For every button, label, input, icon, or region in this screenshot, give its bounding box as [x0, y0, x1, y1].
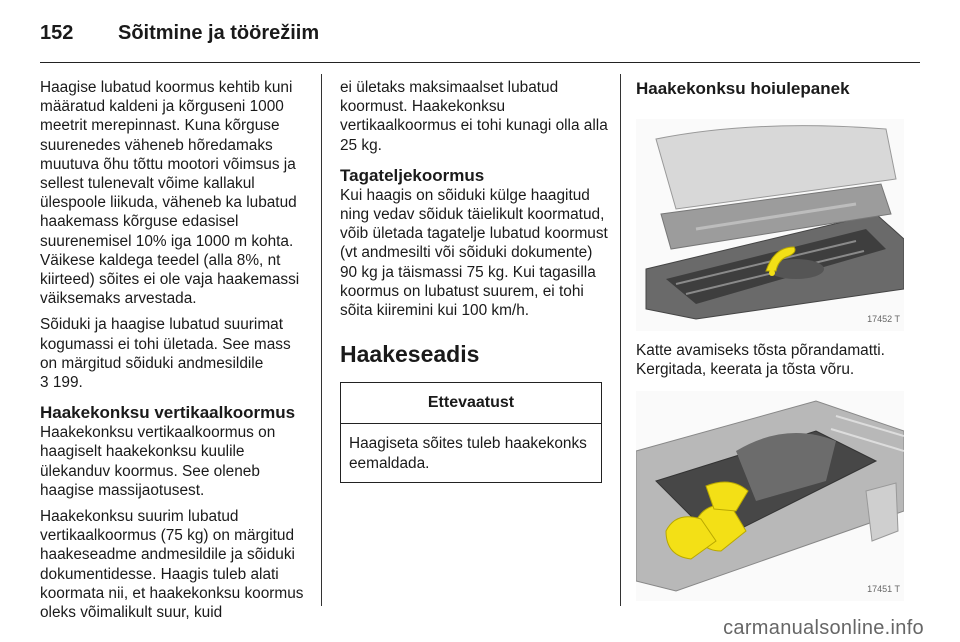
page-header — [40, 22, 920, 52]
floor-cover-illustration — [636, 119, 904, 331]
watermark-text: carmanualsonline.info — [723, 617, 924, 639]
column-divider-1 — [321, 74, 322, 606]
column-divider-2 — [620, 74, 621, 606]
section-title-towbar: Haakeseadis — [340, 341, 480, 368]
paragraph-altitude: Haagise lubatud koormus kehtib kuni määratud kaldeni ja kõrguseni 1000 meetrit merepinnast. Kuna kõrguse suurenedes väheneb hõredamaks muutuva õhu tõttu mootori võimsus ja sellest tulenevalt võime kallakul ülespoole liikuda, väheneb ka lubatud haakemass kõrguse edasisel suurenemisel 10% iga 1000 m kohta. Väikese kaldega teedel (alla 8%, nt kiirteed) sõites ei ole vaja haakemassi väiksemaks arvestada. — [40, 79, 300, 308]
caption-instructions: Katte avamiseks tõsta põrandamatti. Kergitada, keerata ja tõsta võru. — [636, 342, 885, 379]
column-3 — [636, 78, 926, 601]
page-title: Sõitmine ja töörežiim — [118, 22, 320, 44]
column-2 — [340, 78, 608, 483]
page-number: 152 — [40, 22, 74, 44]
gross-mass-text: Sõiduki ja haagise lubatud suurimat kogumassi ei tohi ületada. See mass on märgitud sõiduki andmesildile — [40, 316, 291, 372]
page-reference-link[interactable]: 3 199. — [40, 374, 83, 392]
figure-storage-compartment — [636, 391, 904, 601]
paragraph-gross-mass — [40, 315, 308, 392]
heading-rear-axle-load: Tagateljekoormus — [340, 165, 485, 185]
storage-compartment-illustration — [636, 391, 904, 601]
figure-1-label: 17452 T — [867, 313, 900, 324]
heading-vertical-load: Haakekonksu vertikaalkoormus — [40, 403, 296, 423]
paragraph-vertical-load-cont: ei ületaks maksimaalset lubatud koormust. Haakekonksu vertikaalkoormus ei tohi kunagi olla alla 25 kg. — [340, 79, 608, 154]
header-divider — [40, 62, 920, 63]
caution-box — [340, 382, 602, 483]
heading-towbar-storage: Haakekonksu hoiulepanek — [636, 79, 850, 98]
caution-text: Haagiseta sõites tuleb haakekonks eemaldada. — [349, 435, 587, 472]
column-1 — [40, 78, 308, 629]
figure-2-label: 17451 T — [867, 584, 900, 595]
paragraph-vertical-load-max: Haakekonksu suurim lubatud vertikaalkoormus (75 kg) on märgitud haakeseadme andmesildile ja sõiduki dokumentidesse. Haagis tuleb alati koormata nii, et haakekonksu koormus oleks võimalikult suur, kuid — [40, 508, 304, 622]
paragraph-rear-axle-load: Kui haagis on sõiduki külge haagitud ning vedav sõiduk täielikult koormatud, võib ületada tagatelje lubatud koormust (vt andmesilti või sõiduki dokumente) 90 kg ja täismassi 75 kg. Kui tagasilla koormus on lubatust suurem, ei tohi sõita kiiremini kui 100 km/h. — [340, 186, 608, 320]
paragraph-vertical-load-def: Haakekonksu vertikaalkoormus on haagiselt haakekonksu kuulile ülekanduv koormus. See oleneb haagise massijaotusest. — [40, 424, 276, 499]
figure-floor-cover — [636, 119, 904, 331]
caution-title: Ettevaatust — [341, 383, 601, 424]
